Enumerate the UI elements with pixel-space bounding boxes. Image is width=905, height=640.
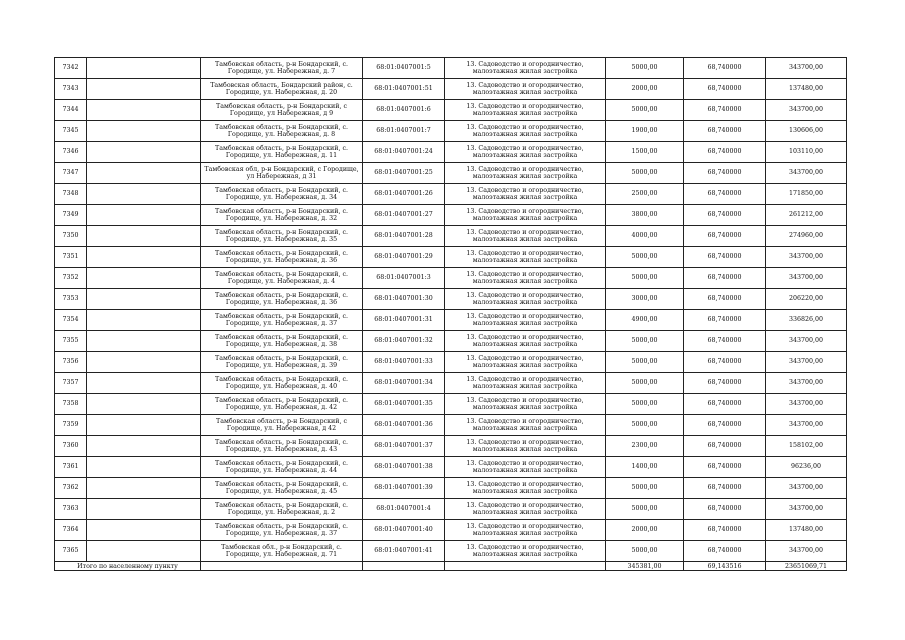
address-cell: Тамбовская область, р-н Бондарский, с. Городище, ул. Набережная, д. 4 bbox=[201, 268, 363, 289]
cadastral-number-cell: 68:01:0407001:5 bbox=[363, 58, 445, 79]
land-use-cell: 13. Садоводство и огородничество, малоэтажная жилая застройка bbox=[445, 499, 606, 520]
table-row bbox=[55, 478, 847, 499]
specific-value-cell: 68,740000 bbox=[684, 247, 766, 268]
table-row bbox=[55, 247, 847, 268]
cadastral-number-cell: 68:01:0407001:3 bbox=[363, 268, 445, 289]
table-row bbox=[55, 268, 847, 289]
cadastral-number-cell: 68:01:0407001:26 bbox=[363, 184, 445, 205]
empty-cell bbox=[87, 457, 201, 478]
empty-cell bbox=[87, 394, 201, 415]
total-value: 23651069,71 bbox=[766, 562, 847, 571]
cadastral-value-cell: 343700,00 bbox=[766, 352, 847, 373]
land-use-cell: 13. Садоводство и огородничество, малоэтажная жилая застройка bbox=[445, 478, 606, 499]
cadastral-value-cell: 103110,00 bbox=[766, 142, 847, 163]
address-cell: Тамбовская область, р-н Бондарский, с. Городище, ул. Набережная, д. 40 bbox=[201, 373, 363, 394]
area-cell: 5000,00 bbox=[606, 352, 684, 373]
specific-value-cell: 68,740000 bbox=[684, 142, 766, 163]
table-row bbox=[55, 394, 847, 415]
specific-value-cell: 68,740000 bbox=[684, 499, 766, 520]
area-cell: 4900,00 bbox=[606, 310, 684, 331]
specific-value-cell: 68,740000 bbox=[684, 415, 766, 436]
cadastral-number-cell: 68:01:0407001:51 bbox=[363, 79, 445, 100]
cadastral-number-cell: 68:01:0407001:35 bbox=[363, 394, 445, 415]
row-number: 7360 bbox=[55, 436, 87, 457]
cadastral-value-table bbox=[54, 57, 847, 571]
specific-value-cell: 68,740000 bbox=[684, 520, 766, 541]
area-cell: 5000,00 bbox=[606, 499, 684, 520]
land-use-cell: 13. Садоводство и огородничество, малоэтажная жилая застройка bbox=[445, 184, 606, 205]
cadastral-value-cell: 343700,00 bbox=[766, 268, 847, 289]
cadastral-number-cell: 68:01:0407001:30 bbox=[363, 289, 445, 310]
area-cell: 5000,00 bbox=[606, 478, 684, 499]
table-row bbox=[55, 352, 847, 373]
row-number: 7351 bbox=[55, 247, 87, 268]
address-cell: Тамбовская область, р-н Бондарский, с. Городище, ул. Набережная, д. 37 bbox=[201, 310, 363, 331]
cadastral-value-cell: 343700,00 bbox=[766, 499, 847, 520]
table-row bbox=[55, 541, 847, 562]
row-number: 7356 bbox=[55, 352, 87, 373]
specific-value-cell: 68,740000 bbox=[684, 79, 766, 100]
empty-cell bbox=[87, 499, 201, 520]
row-number: 7349 bbox=[55, 205, 87, 226]
cadastral-number-cell: 68:01:0407001:31 bbox=[363, 310, 445, 331]
specific-value-cell: 68,740000 bbox=[684, 205, 766, 226]
total-label: Итого по населенному пункту bbox=[55, 562, 201, 571]
address-cell: Тамбовская область, р-н Бондарский, с Городище, ул. Набережная, д 42 bbox=[201, 415, 363, 436]
cadastral-value-cell: 343700,00 bbox=[766, 100, 847, 121]
area-cell: 5000,00 bbox=[606, 247, 684, 268]
table-row bbox=[55, 331, 847, 352]
area-cell: 3000,00 bbox=[606, 289, 684, 310]
land-use-cell: 13. Садоводство и огородничество, малоэтажная жилая застройка bbox=[445, 415, 606, 436]
cadastral-value-cell: 274960,00 bbox=[766, 226, 847, 247]
land-use-cell: 13. Садоводство и огородничество, малоэтажная жилая застройка bbox=[445, 520, 606, 541]
table-row bbox=[55, 226, 847, 247]
row-number: 7361 bbox=[55, 457, 87, 478]
total-area: 345381,00 bbox=[606, 562, 684, 571]
address-cell: Тамбовская область, р-н Бондарский, с. Городище, ул. Набережная, д. 7 bbox=[201, 58, 363, 79]
empty-cell bbox=[87, 289, 201, 310]
cadastral-number-cell: 68:01:0407001:41 bbox=[363, 541, 445, 562]
specific-value-cell: 68,740000 bbox=[684, 268, 766, 289]
cadastral-value-cell: 343700,00 bbox=[766, 373, 847, 394]
cadastral-value-cell: 96236,00 bbox=[766, 457, 847, 478]
specific-value-cell: 68,740000 bbox=[684, 121, 766, 142]
row-number: 7344 bbox=[55, 100, 87, 121]
address-cell: Тамбовская обл., р-н Бондарский, с. Городище, ул. Набережная, д. 71 bbox=[201, 541, 363, 562]
table-row bbox=[55, 79, 847, 100]
empty-cell bbox=[87, 415, 201, 436]
area-cell: 2000,00 bbox=[606, 79, 684, 100]
area-cell: 5000,00 bbox=[606, 268, 684, 289]
table-row bbox=[55, 163, 847, 184]
cadastral-number-cell: 68:01:0407001:28 bbox=[363, 226, 445, 247]
row-number: 7345 bbox=[55, 121, 87, 142]
land-use-cell: 13. Садоводство и огородничество, малоэтажная жилая застройка bbox=[445, 352, 606, 373]
address-cell: Тамбовская область, р-н Бондарский, с. Городище, ул. Набережная, д. 8 bbox=[201, 121, 363, 142]
specific-value-cell: 68,740000 bbox=[684, 394, 766, 415]
area-cell: 5000,00 bbox=[606, 541, 684, 562]
land-use-cell: 13. Садоводство и огородничество, малоэтажная жилая застройка bbox=[445, 142, 606, 163]
empty-cell bbox=[87, 58, 201, 79]
cadastral-number-cell: 68:01:0407001:27 bbox=[363, 205, 445, 226]
address-cell: Тамбовская область, р-н Бондарский, с. Городище, ул. Набережная, д. 2 bbox=[201, 499, 363, 520]
area-cell: 1400,00 bbox=[606, 457, 684, 478]
cadastral-value-cell: 158102,00 bbox=[766, 436, 847, 457]
cadastral-number-cell: 68:01:0407001:29 bbox=[363, 247, 445, 268]
cadastral-value-cell: 343700,00 bbox=[766, 58, 847, 79]
specific-value-cell: 68,740000 bbox=[684, 373, 766, 394]
address-cell: Тамбовская область, р-н Бондарский, с. Городище, ул. Набережная, д. 36 bbox=[201, 289, 363, 310]
empty-cell bbox=[87, 373, 201, 394]
land-use-cell: 13. Садоводство и огородничество, малоэтажная жилая застройка bbox=[445, 121, 606, 142]
row-number: 7364 bbox=[55, 520, 87, 541]
address-cell: Тамбовская обл, р-н Бондарский, с Городище, ул Набережная, д 31 bbox=[201, 163, 363, 184]
land-use-cell: 13. Садоводство и огородничество, малоэтажная жилая застройка bbox=[445, 289, 606, 310]
row-number: 7350 bbox=[55, 226, 87, 247]
address-cell: Тамбовская область, р-н Бондарский, с. Городище, ул. Набережная, д. 43 bbox=[201, 436, 363, 457]
area-cell: 5000,00 bbox=[606, 58, 684, 79]
cadastral-value-cell: 336826,00 bbox=[766, 310, 847, 331]
cadastral-number-cell: 68:01:0407001:4 bbox=[363, 499, 445, 520]
cadastral-value-cell: 130606,00 bbox=[766, 121, 847, 142]
empty-cell bbox=[87, 478, 201, 499]
table-row bbox=[55, 289, 847, 310]
cadastral-value-cell: 343700,00 bbox=[766, 415, 847, 436]
address-cell: Тамбовская область, р-н Бондарский, с. Городище, ул. Набережная, д. 34 bbox=[201, 184, 363, 205]
specific-value-cell: 68,740000 bbox=[684, 457, 766, 478]
empty-cell bbox=[87, 331, 201, 352]
area-cell: 5000,00 bbox=[606, 163, 684, 184]
cadastral-number-cell: 68:01:0407001:7 bbox=[363, 121, 445, 142]
address-cell: Тамбовская область, р-н Бондарский, с. Городище, ул. Набережная, д. 44 bbox=[201, 457, 363, 478]
empty-cell bbox=[87, 247, 201, 268]
specific-value-cell: 68,740000 bbox=[684, 541, 766, 562]
row-number: 7342 bbox=[55, 58, 87, 79]
area-cell: 5000,00 bbox=[606, 100, 684, 121]
table-row bbox=[55, 436, 847, 457]
table-row bbox=[55, 457, 847, 478]
cadastral-number-cell: 68:01:0407001:32 bbox=[363, 331, 445, 352]
land-use-cell: 13. Садоводство и огородничество, малоэтажная жилая застройка bbox=[445, 373, 606, 394]
address-cell: Тамбовская область, р-н Бондарский, с. Городище, ул. Набережная, д. 37 bbox=[201, 520, 363, 541]
total-row bbox=[55, 562, 847, 571]
land-use-cell: 13. Садоводство и огородничество, малоэтажная жилая застройка bbox=[445, 79, 606, 100]
specific-value-cell: 68,740000 bbox=[684, 352, 766, 373]
land-use-cell: 13. Садоводство и огородничество, малоэтажная жилая застройка bbox=[445, 226, 606, 247]
specific-value-cell: 68,740000 bbox=[684, 226, 766, 247]
cadastral-number-cell: 68:01:0407001:37 bbox=[363, 436, 445, 457]
area-cell: 2300,00 bbox=[606, 436, 684, 457]
table-row bbox=[55, 58, 847, 79]
row-number: 7357 bbox=[55, 373, 87, 394]
area-cell: 1500,00 bbox=[606, 142, 684, 163]
address-cell: Тамбовская область, Бондарский район, с. Городище, ул. Набережная, д. 20 bbox=[201, 79, 363, 100]
land-use-cell: 13. Садоводство и огородничество, малоэтажная жилая застройка bbox=[445, 331, 606, 352]
table-row bbox=[55, 142, 847, 163]
land-use-cell: 13. Садоводство и огородничество, малоэтажная жилая застройка bbox=[445, 58, 606, 79]
specific-value-cell: 68,740000 bbox=[684, 163, 766, 184]
empty-cell bbox=[87, 436, 201, 457]
land-use-cell: 13. Садоводство и огородничество, малоэтажная жилая застройка bbox=[445, 394, 606, 415]
cadastral-number-cell: 68:01:0407001:6 bbox=[363, 100, 445, 121]
cadastral-value-cell: 137480,00 bbox=[766, 79, 847, 100]
empty-cell bbox=[87, 205, 201, 226]
row-number: 7348 bbox=[55, 184, 87, 205]
land-use-cell: 13. Садоводство и огородничество, малоэтажная жилая застройка bbox=[445, 436, 606, 457]
cadastral-value-cell: 171850,00 bbox=[766, 184, 847, 205]
address-cell: Тамбовская область, р-н Бондарский, с. Городище, ул. Набережная, д. 36 bbox=[201, 247, 363, 268]
table-row bbox=[55, 205, 847, 226]
cadastral-value-cell: 343700,00 bbox=[766, 247, 847, 268]
area-cell: 5000,00 bbox=[606, 331, 684, 352]
empty-cell bbox=[87, 226, 201, 247]
table-row bbox=[55, 373, 847, 394]
table-body bbox=[55, 58, 847, 562]
row-number: 7359 bbox=[55, 415, 87, 436]
table-row bbox=[55, 310, 847, 331]
cadastral-value-cell: 343700,00 bbox=[766, 163, 847, 184]
empty-cell bbox=[87, 352, 201, 373]
address-cell: Тамбовская область, р-н Бондарский, с. Городище, ул. Набережная, д. 39 bbox=[201, 352, 363, 373]
address-cell: Тамбовская область, р-н Бондарский, с. Городище, ул. Набережная, д. 38 bbox=[201, 331, 363, 352]
cadastral-value-cell: 137480,00 bbox=[766, 520, 847, 541]
specific-value-cell: 68,740000 bbox=[684, 289, 766, 310]
area-cell: 4000,00 bbox=[606, 226, 684, 247]
area-cell: 1900,00 bbox=[606, 121, 684, 142]
empty-cell bbox=[87, 541, 201, 562]
table-row bbox=[55, 121, 847, 142]
cadastral-value-cell: 343700,00 bbox=[766, 541, 847, 562]
specific-value-cell: 68,740000 bbox=[684, 184, 766, 205]
row-number: 7353 bbox=[55, 289, 87, 310]
specific-value-cell: 68,740000 bbox=[684, 478, 766, 499]
cadastral-number-cell: 68:01:0407001:25 bbox=[363, 163, 445, 184]
cadastral-number-cell: 68:01:0407001:36 bbox=[363, 415, 445, 436]
row-number: 7358 bbox=[55, 394, 87, 415]
cadastral-value-cell: 261212,00 bbox=[766, 205, 847, 226]
cadastral-number-cell: 68:01:0407001:33 bbox=[363, 352, 445, 373]
area-cell: 2000,00 bbox=[606, 520, 684, 541]
address-cell: Тамбовская область, р-н Бондарский, с. Городище, ул. Набережная, д. 11 bbox=[201, 142, 363, 163]
cadastral-number-cell: 68:01:0407001:24 bbox=[363, 142, 445, 163]
empty-cell bbox=[87, 79, 201, 100]
land-use-cell: 13. Садоводство и огородничество, малоэтажная жилая застройка bbox=[445, 163, 606, 184]
table-row bbox=[55, 415, 847, 436]
empty-cell bbox=[87, 520, 201, 541]
specific-value-cell: 68,740000 bbox=[684, 310, 766, 331]
land-use-cell: 13. Садоводство и огородничество, малоэтажная жилая застройка bbox=[445, 310, 606, 331]
land-use-cell: 13. Садоводство и огородничество, малоэтажная жилая застройка bbox=[445, 457, 606, 478]
specific-value-cell: 68,740000 bbox=[684, 436, 766, 457]
empty-cell bbox=[87, 310, 201, 331]
specific-value-cell: 68,740000 bbox=[684, 58, 766, 79]
table-row bbox=[55, 184, 847, 205]
area-cell: 5000,00 bbox=[606, 373, 684, 394]
address-cell: Тамбовская область, р-н Бондарский, с. Городище, ул. Набережная, д. 42 bbox=[201, 394, 363, 415]
total-empty-cell bbox=[363, 562, 445, 571]
specific-value-cell: 68,740000 bbox=[684, 100, 766, 121]
area-cell: 2500,00 bbox=[606, 184, 684, 205]
cadastral-number-cell: 68:01:0407001:39 bbox=[363, 478, 445, 499]
area-cell: 5000,00 bbox=[606, 415, 684, 436]
row-number: 7346 bbox=[55, 142, 87, 163]
area-cell: 3800,00 bbox=[606, 205, 684, 226]
empty-cell bbox=[87, 121, 201, 142]
cadastral-value-cell: 343700,00 bbox=[766, 331, 847, 352]
land-use-cell: 13. Садоводство и огородничество, малоэтажная жилая застройка bbox=[445, 541, 606, 562]
address-cell: Тамбовская область, р-н Бондарский, с Городище, ул Набережная, д 9 bbox=[201, 100, 363, 121]
empty-cell bbox=[87, 184, 201, 205]
address-cell: Тамбовская область, р-н Бондарский, с. Городище, ул. Набережная, д. 45 bbox=[201, 478, 363, 499]
empty-cell bbox=[87, 100, 201, 121]
cadastral-number-cell: 68:01:0407001:40 bbox=[363, 520, 445, 541]
address-cell: Тамбовская область, р-н Бондарский, с. Городище, ул. Набережная, д. 35 bbox=[201, 226, 363, 247]
total-empty-cell bbox=[445, 562, 606, 571]
land-use-cell: 13. Садоводство и огородничество, малоэтажная жилая застройка bbox=[445, 205, 606, 226]
row-number: 7363 bbox=[55, 499, 87, 520]
total-rate: 69,143516 bbox=[684, 562, 766, 571]
empty-cell bbox=[87, 142, 201, 163]
land-use-cell: 13. Садоводство и огородничество, малоэтажная жилая застройка bbox=[445, 268, 606, 289]
table-row bbox=[55, 520, 847, 541]
row-number: 7365 bbox=[55, 541, 87, 562]
area-cell: 5000,00 bbox=[606, 394, 684, 415]
row-number: 7355 bbox=[55, 331, 87, 352]
cadastral-number-cell: 68:01:0407001:38 bbox=[363, 457, 445, 478]
land-use-cell: 13. Садоводство и огородничество, малоэтажная жилая застройка bbox=[445, 100, 606, 121]
cadastral-number-cell: 68:01:0407001:34 bbox=[363, 373, 445, 394]
row-number: 7362 bbox=[55, 478, 87, 499]
empty-cell bbox=[87, 268, 201, 289]
row-number: 7354 bbox=[55, 310, 87, 331]
land-use-cell: 13. Садоводство и огородничество, малоэтажная жилая застройка bbox=[445, 247, 606, 268]
cadastral-value-cell: 343700,00 bbox=[766, 394, 847, 415]
row-number: 7352 bbox=[55, 268, 87, 289]
table-row bbox=[55, 100, 847, 121]
total-empty-cell bbox=[201, 562, 363, 571]
empty-cell bbox=[87, 163, 201, 184]
address-cell: Тамбовская область, р-н Бондарский, с. Городище, ул. Набережная, д. 32 bbox=[201, 205, 363, 226]
cadastral-value-cell: 206220,00 bbox=[766, 289, 847, 310]
row-number: 7347 bbox=[55, 163, 87, 184]
table-row bbox=[55, 499, 847, 520]
cadastral-value-cell: 343700,00 bbox=[766, 478, 847, 499]
specific-value-cell: 68,740000 bbox=[684, 331, 766, 352]
row-number: 7343 bbox=[55, 79, 87, 100]
